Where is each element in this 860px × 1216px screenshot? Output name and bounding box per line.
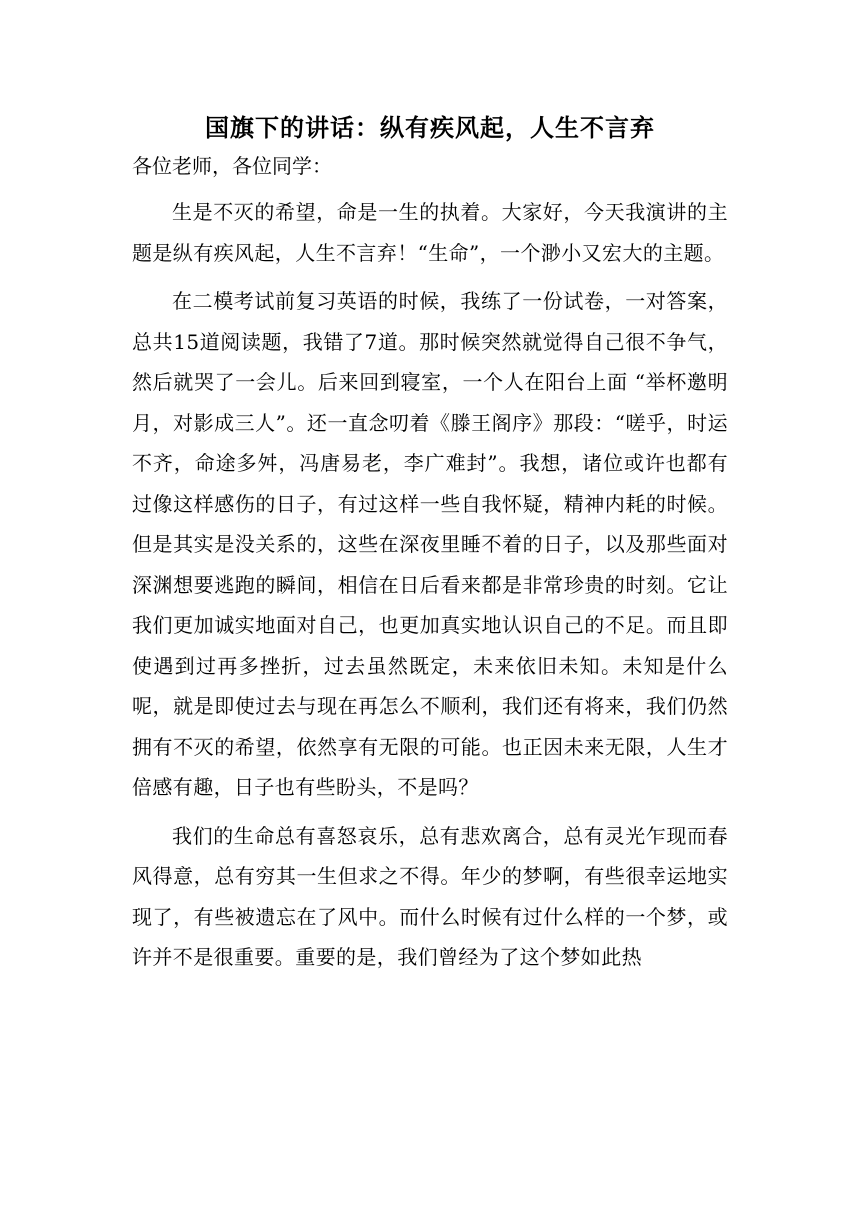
document-title: 国旗下的讲话：纵有疾风起，人生不言弃 xyxy=(205,113,655,142)
paragraph-1: 生是不灭的希望，命是一生的执着。大家好，今天我演讲的主题是纵有疾风起，人生不言弃！“生命”，一个渺小又宏大的主题。 xyxy=(132,200,728,265)
paragraph-2: 在二模考试前复习英语的时候，我练了一份试卷，一对答案，总共15道阅读题，我错了7道。那时候突然就觉得自己很不争气，然后就哭了一会儿。后来回到寝室，一个人在阳台上面 “举杯邀明月，对影成三人”。还一直念叨着《滕王阁序》那段：“嗟乎，时运不齐，命途多舛，冯唐易老，李广难封”。我想，诸位或许也都有过像这样感伤的日子，有过这样一些自我怀疑，精神内耗的时候。但是其实是没关系的，这些在深夜里睡不着的日子，以及那些面对深渊想要逃跑的瞬间，相信在日后看来都是非常珍贵的时刻。它让我们更加诚实地面对自己，也更加真实地认识自己的不足。而且即使遇到过再多挫折，过去虽然既定，未来依旧未知。未知是什么呢，就是即使过去与现在再怎么不顺利，我们还有将来，我们仍然拥有不灭的希望，依然享有无限的可能。也正因未来无限，人生才倍感有趣，日子也有些盼头，不是吗？ xyxy=(132,289,728,799)
paragraph-3: 我们的生命总有喜怒哀乐，总有悲欢离合，总有灵光乍现而春风得意，总有穷其一生但求之不得。年少的梦啊，有些很幸运地实现了，有些被遗忘在了风中。而什么时候有过什么样的一个梦，或许并不是很重要。重要的是，我们曾经为了这个梦如此热 xyxy=(132,823,728,969)
salutation: 各位老师，各位同学： xyxy=(132,154,332,178)
document-body xyxy=(132,110,728,986)
